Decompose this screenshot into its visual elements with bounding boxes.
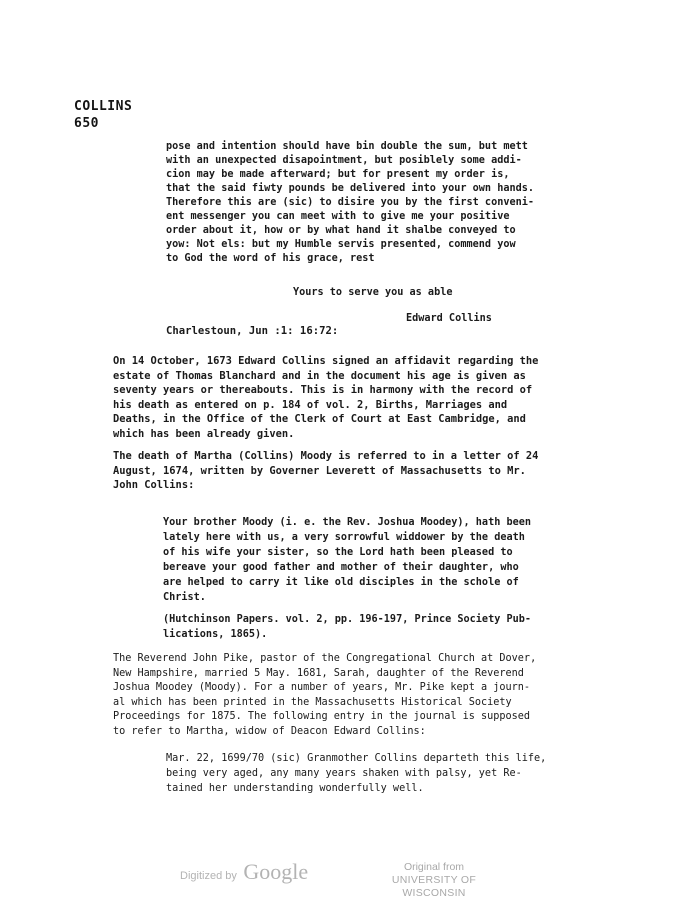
- text-line: Your brother Moody (i. e. the Rev. Joshua Moodey), hath been: [163, 517, 532, 528]
- institution-name: UNIVERSITY OF WISCONSIN: [391, 874, 477, 899]
- text-line: The Reverend John Pike, pastor of the Congregational Church at Dover,: [113, 653, 537, 664]
- text-line: pose and intention should have bin double the sum, but mett: [166, 141, 528, 152]
- paragraph-martha: [113, 449, 593, 493]
- text-line: are helped to carry it like old disciples in the schole of: [163, 577, 519, 588]
- page-header: [74, 98, 132, 132]
- text-line: tained her understanding wonderfully well.: [166, 783, 424, 794]
- original-from-label: Original from: [403, 861, 465, 873]
- text-line: cion may be made afterward; but for present my order is,: [166, 169, 510, 180]
- text-line: August, 1674, written by Governer Leverett of Massachusetts to Mr.: [113, 464, 526, 477]
- text-line: Therefore this are (sic) to disire you by the first conveni-: [166, 197, 535, 208]
- text-line: Deaths, in the Office of the Clerk of Court at East Cambridge, and: [113, 413, 526, 425]
- google-logo: Google: [243, 859, 309, 884]
- citation: [163, 612, 593, 642]
- text-line: estate of Thomas Blanchard and in the document his age is given as: [113, 369, 526, 382]
- text-line: Proceedings for 1875. The following entry in the journal is supposed: [113, 711, 531, 722]
- text-line: yow: Not els: but my Humble servis presented, commend yow: [166, 239, 516, 250]
- digitized-by-label: Digitized by: [180, 870, 237, 882]
- text-line: al which has been printed in the Massachusetts Historical Society: [113, 696, 512, 708]
- letter-body: [166, 140, 593, 266]
- text-line: Joshua Moodey (Moody). For a number of years, Mr. Pike kept a journ-: [113, 682, 531, 693]
- original-source: [364, 861, 504, 900]
- text-line: order about it, how or by what hand it shalbe conveyed to: [166, 225, 516, 236]
- text-line: that the said fiwty pounds be delivered into your own hands.: [166, 183, 535, 194]
- text-line: The death of Martha (Collins) Moody is referred to in a letter of 24: [113, 450, 539, 462]
- text-line: bereave your good father and mother of their daughter, who: [163, 562, 519, 573]
- text-line: New Hampshire, married 5 May. 1681, Sarah, daughter of the Reverend: [113, 667, 524, 679]
- text-line: being very aged, any many years shaken with palsy, yet Re-: [166, 768, 522, 779]
- text-line: which has been already given.: [113, 427, 295, 440]
- text-line: to God the word of his grace, rest: [166, 253, 375, 264]
- text-line: with an unexpected disapointment, but posiblely some addi-: [166, 155, 522, 166]
- paragraph-affidavit: [113, 354, 593, 441]
- text-line: Christ.: [163, 592, 206, 603]
- text-line: Mar. 22, 1699/70 (sic) Granmother Collins departeth this life,: [166, 753, 547, 764]
- text-line: of his wife your sister, so the Lord hath been pleased to: [163, 547, 513, 558]
- surname-heading: COLLINS: [74, 99, 133, 114]
- text-line: seventy years or thereabouts. This is in harmony with the record of: [113, 384, 533, 396]
- journal-entry: [166, 751, 593, 796]
- text-line: John Collins:: [113, 479, 195, 491]
- text-line: to refer to Martha, widow of Deacon Edward Collins:: [113, 725, 426, 737]
- page-number: 650: [74, 116, 99, 131]
- quote-leverett: [163, 515, 593, 605]
- text-line: his death as entered on p. 184 of vol. 2, Births, Marriages and: [113, 398, 508, 411]
- letter-signature: Edward Collins: [406, 313, 492, 324]
- text-line: lications, 1865).: [163, 629, 268, 640]
- letter-closing: Yours to serve you as able: [293, 287, 453, 298]
- text-line: ent messenger you can meet with to give me your positive: [166, 211, 510, 222]
- text-line: On 14 October, 1673 Edward Collins signed an affidavit regarding the: [113, 355, 539, 367]
- text-line: lately here with us, a very sorrowful widdower by the death: [163, 532, 525, 543]
- paragraph-pike: [113, 652, 593, 739]
- digitized-by-google: [180, 859, 308, 885]
- letter-dateline: Charlestoun, Jun :1: 16:72:: [166, 325, 339, 337]
- text-line: (Hutchinson Papers. vol. 2, pp. 196-197, Prince Society Pub-: [163, 614, 532, 625]
